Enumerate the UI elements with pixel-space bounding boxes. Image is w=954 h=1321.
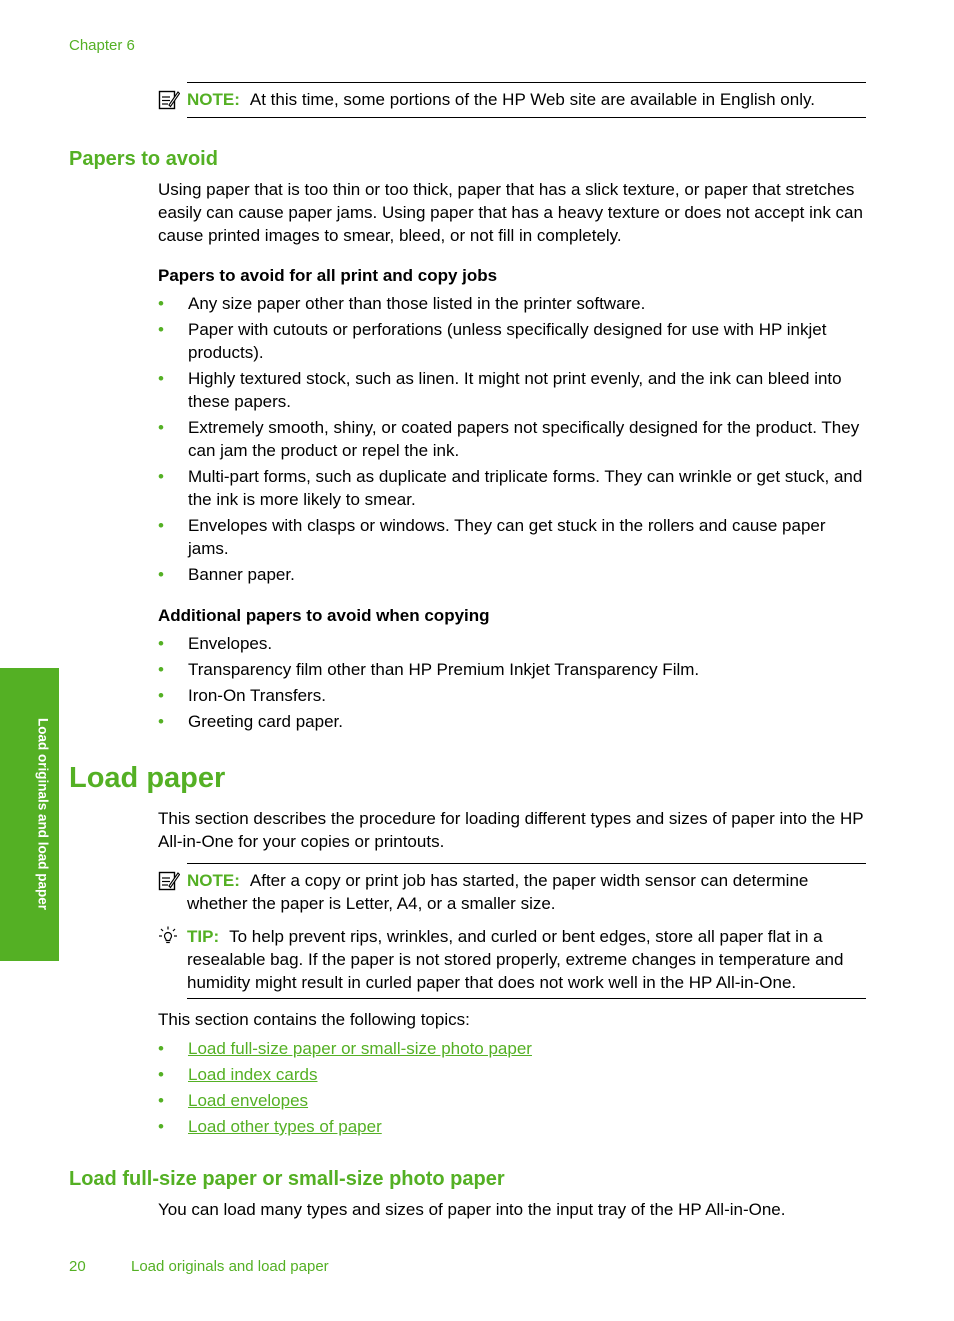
note-icon <box>158 870 180 892</box>
load-full-size-heading: Load full-size paper or small-size photo paper <box>69 1168 505 1190</box>
load-full-size-text: You can load many types and sizes of paper into the input tray of the HP All-in-One. <box>158 1200 786 1219</box>
note-icon <box>158 89 180 111</box>
list-item: • Iron-On Transfers. <box>158 686 326 705</box>
page-number: 20 <box>69 1258 86 1275</box>
list-item: • Greeting card paper. <box>158 712 343 731</box>
note-bottom-rule <box>187 117 866 118</box>
topics-intro: This section contains the following topics: <box>158 1010 470 1029</box>
note-2-text: After a copy or print job has started, the paper width sensor can determine whether the paper is Letter, A4, or a smaller size. <box>187 871 809 913</box>
topic-link-index-cards[interactable]: Load index cards <box>188 1065 318 1084</box>
list-item: • Load other types of paper <box>158 1117 382 1136</box>
tip <box>187 925 870 994</box>
note-2-label: NOTE: <box>187 871 240 890</box>
tip-label: TIP: <box>187 927 220 946</box>
list-item: • Load full-size paper or small-size photo paper <box>158 1039 532 1058</box>
all-jobs-heading: Papers to avoid for all print and copy jobs <box>158 266 498 285</box>
note-2 <box>187 869 869 915</box>
note-1 <box>187 88 867 111</box>
topics-list <box>158 1037 870 1138</box>
list-item: • Highly textured stock, such as linen. It might not print evenly, and the ink can bleed into these papers. <box>158 369 842 411</box>
side-tab-label: Load originals and load paper <box>35 717 51 911</box>
all-jobs-list <box>158 292 870 586</box>
load-paper-intro: This section describes the procedure for loading different types and sizes of paper into the HP All-in-One for your copies or printouts. <box>158 809 864 851</box>
load-paper-heading: Load paper <box>69 762 226 794</box>
list-item: • Extremely smooth, shiny, or coated papers not specifically designed for the product. They can jam the product or repel the ink. <box>158 418 860 460</box>
tip-text: To help prevent rips, wrinkles, and curled or bent edges, store all paper flat in a resealable bag. If the paper is not stored properly, extreme changes in temperature and humidity might result in curled paper that does not work well in the HP All-in-One. <box>187 927 844 992</box>
tip-bottom-rule <box>187 998 866 999</box>
topic-link-other-types[interactable]: Load other types of paper <box>188 1117 382 1136</box>
list-item: • Any size paper other than those listed in the printer software. <box>158 294 646 313</box>
chapter-label: Chapter 6 <box>69 37 135 54</box>
topic-link-envelopes[interactable]: Load envelopes <box>188 1091 309 1110</box>
topic-link-full-size[interactable]: Load full-size paper or small-size photo paper <box>188 1039 532 1058</box>
list-item: • Envelopes. <box>158 634 273 653</box>
list-item: • Multi-part forms, such as duplicate and triplicate forms. They can wrinkle or get stuck, and the ink is more likely to smear. <box>158 467 863 509</box>
list-item: • Load index cards <box>158 1065 318 1084</box>
list-item: • Load envelopes <box>158 1091 309 1110</box>
list-item: • Transparency film other than HP Premium Inkjet Transparency Film. <box>158 660 700 679</box>
list-item: • Banner paper. <box>158 565 295 584</box>
list-item: • Paper with cutouts or perforations (unless specifically designed for use with HP inkjet products). <box>158 320 827 362</box>
copying-heading: Additional papers to avoid when copying <box>158 606 490 625</box>
tip-icon <box>157 926 179 948</box>
footer-section: Load originals and load paper <box>131 1258 329 1275</box>
copying-list <box>158 632 870 733</box>
note-1-text: At this time, some portions of the HP Web site are available in English only. <box>249 90 815 109</box>
list-item: • Envelopes with clasps or windows. They can get stuck in the rollers and cause paper jams. <box>158 516 826 558</box>
note-top-rule <box>187 82 866 83</box>
note-2-top-rule <box>187 863 866 864</box>
papers-to-avoid-intro: Using paper that is too thin or too thick, paper that has a slick texture, or paper that stretches easily can cause paper jams. Using paper that has a heavy texture or does not accept ink can cause printed images to smear, bleed, or not fill in completely. <box>158 180 863 245</box>
note-1-label: NOTE: <box>187 90 240 109</box>
papers-to-avoid-heading: Papers to avoid <box>69 148 218 170</box>
